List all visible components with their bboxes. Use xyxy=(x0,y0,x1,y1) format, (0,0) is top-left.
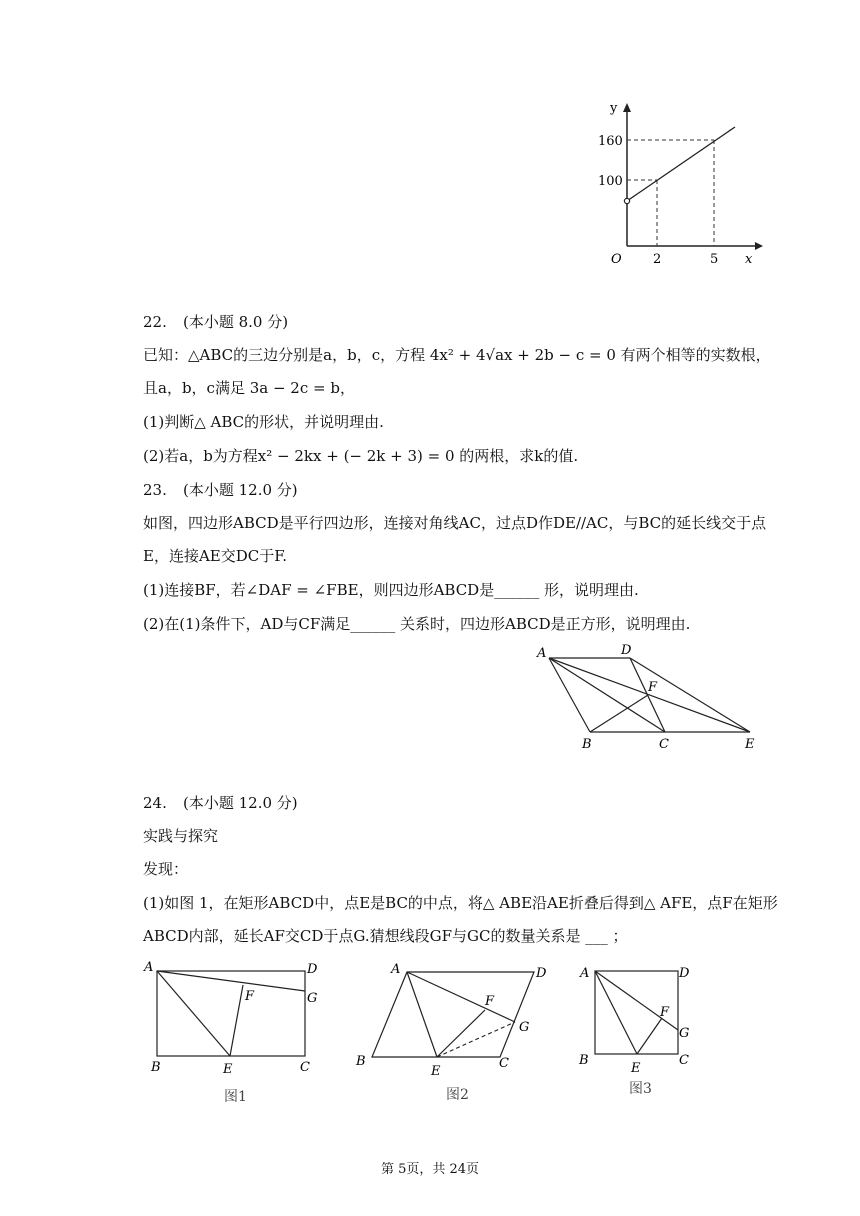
question-points: (本小题 12.0 分) xyxy=(183,794,298,812)
fig1-a-label: A xyxy=(144,960,154,975)
fig1-b-label: B xyxy=(151,1060,161,1075)
q22-part2: (2)若a，b为方程x² − 2kx + (− 2k + 3) = 0 的两根，求k的值. xyxy=(143,447,579,465)
fig1-d-label: D xyxy=(307,962,318,977)
y-axis-label: y xyxy=(610,101,618,116)
question-22-header xyxy=(143,312,288,332)
fig3-c-label: C xyxy=(679,1053,689,1068)
point-e-label: E xyxy=(745,737,755,752)
fig2-f-label: F xyxy=(485,994,495,1009)
figure-1-rectangle xyxy=(140,955,330,1105)
point-d-label: D xyxy=(621,643,632,658)
question-number: 23. xyxy=(143,481,167,499)
fig2-c-label: C xyxy=(499,1056,509,1071)
q24-part1-line2: ABCD内部，延长AF交CD于点G.猜想线段GF与GC的数量关系是 ___ ； xyxy=(143,927,628,945)
page-footer: 第 5页，共 24页 xyxy=(380,1162,480,1177)
y-tick-160: 160 xyxy=(598,134,623,149)
q24-title: 实践与探究 xyxy=(143,827,219,845)
fig3-a-label: A xyxy=(580,966,590,981)
q23-part1: (1)连接BF，若∠DAF = ∠FBE，则四边形ABCD是______ 形，说明理由. xyxy=(143,581,639,599)
q22-line1: 已知：△ABC的三边分别是a，b，c，方程 4x² + 4√ax + 2b − c = 0 有两个相等的实数根， xyxy=(143,346,771,364)
fig1-g-label: G xyxy=(307,991,318,1006)
fig2-b-label: B xyxy=(356,1054,366,1069)
fig3-f-label: F xyxy=(660,1005,670,1020)
y-tick-100: 100 xyxy=(598,174,623,189)
q22-part1: (1)判断△ ABC的形状，并说明理由. xyxy=(143,413,384,431)
point-b-label: B xyxy=(582,737,592,752)
fig3-d-label: D xyxy=(679,966,690,981)
fig3-e-label: E xyxy=(631,1061,641,1076)
fig1-f-label: F xyxy=(245,989,255,1004)
line-graph-figure xyxy=(590,98,770,273)
fig2-e-label: E xyxy=(431,1064,441,1079)
question-points: (本小题 12.0 分) xyxy=(183,481,298,499)
point-c-label: C xyxy=(659,737,669,752)
parallelogram-figure xyxy=(535,640,765,755)
point-f-label: F xyxy=(648,680,658,695)
origin-label: O xyxy=(611,252,622,267)
q24-subtitle: 发现： xyxy=(143,860,189,878)
fig3-g-label: G xyxy=(679,1026,690,1041)
fig1-caption: 图1 xyxy=(224,1089,247,1105)
question-number: 24. xyxy=(143,794,167,812)
fig1-e-label: E xyxy=(223,1062,233,1077)
x-tick-5: 5 xyxy=(710,252,719,267)
q23-part2: (2)在(1)条件下，AD与CF满足______ 关系时，四边形ABCD是正方形，说明理由. xyxy=(143,615,691,633)
fig1-c-label: C xyxy=(300,1060,310,1075)
fig2-caption: 图2 xyxy=(446,1087,469,1103)
figure-3-square xyxy=(575,955,705,1100)
point-a-label: A xyxy=(537,646,547,661)
fig3-b-label: B xyxy=(579,1053,589,1068)
x-axis-label: x xyxy=(745,252,753,267)
figure-2-parallelogram xyxy=(350,955,560,1105)
q22-line2: 且a，b，c满足 3a − 2c = b， xyxy=(143,379,355,397)
fig2-g-label: G xyxy=(519,1020,530,1035)
question-points: (本小题 8.0 分) xyxy=(183,313,289,331)
question-24-header xyxy=(143,793,298,813)
q24-part1-line1: (1)如图 1，在矩形ABCD中，点E是BC的中点，将△ ABE沿AE折叠后得到△ AFE，点F在矩形 xyxy=(143,894,778,912)
question-number: 22. xyxy=(143,313,167,331)
fig3-caption: 图3 xyxy=(629,1081,652,1097)
fig2-d-label: D xyxy=(536,966,547,981)
q23-line2: E，连接AE交DC于F. xyxy=(143,547,288,565)
question-23-header xyxy=(143,480,298,500)
x-tick-2: 2 xyxy=(653,252,662,267)
q23-line1: 如图，四边形ABCD是平行四边形，连接对角线AC，过点D作DE//AC，与BC的延长线交于点 xyxy=(143,514,767,532)
fig2-a-label: A xyxy=(391,962,401,977)
